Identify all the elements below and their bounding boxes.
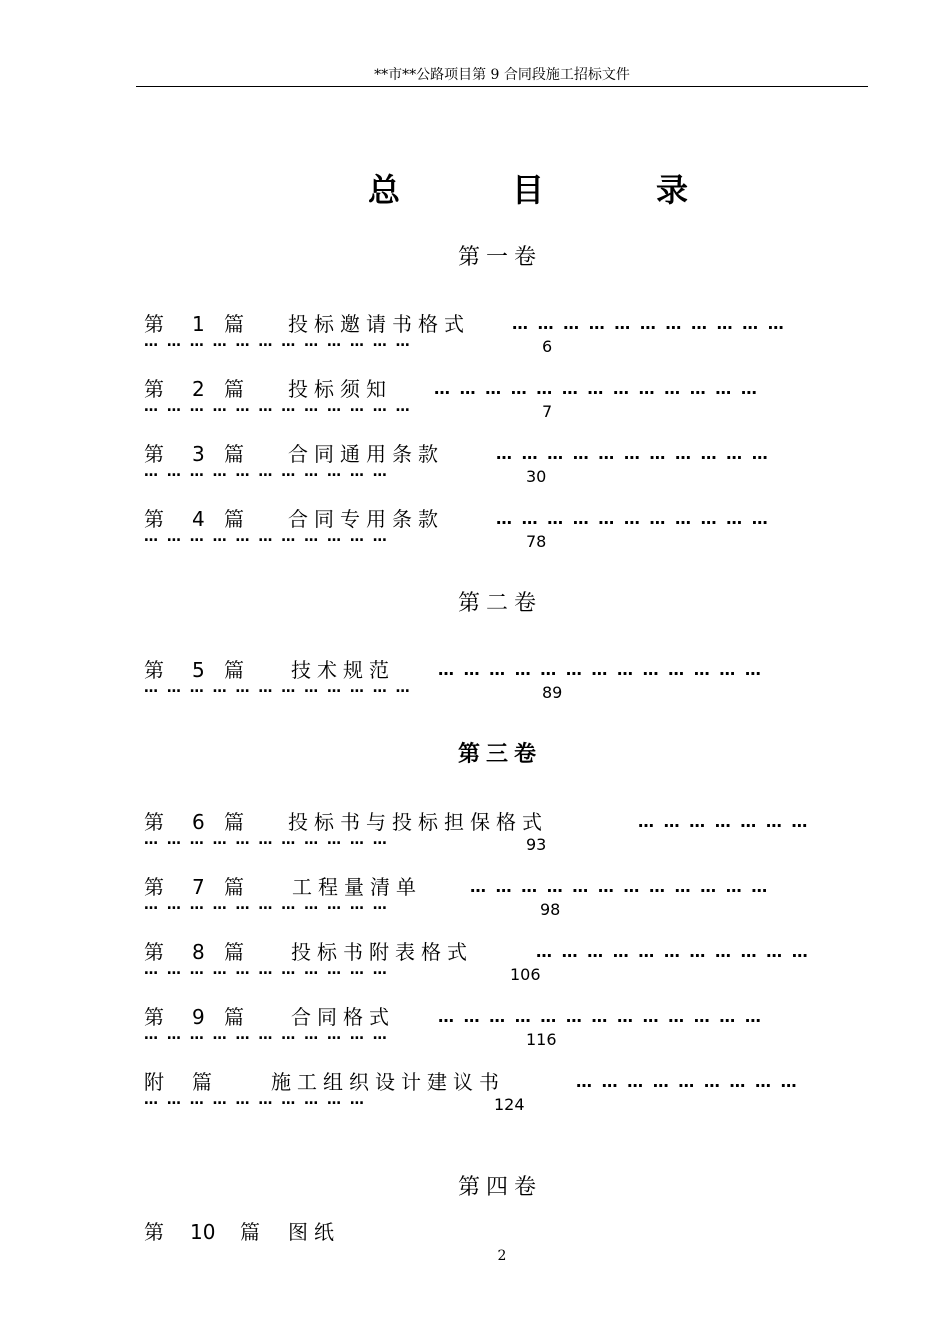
entry-leader-dots-continued: … … … … … … … … … … … [144, 1027, 389, 1043]
entry-page-number: 116 [526, 1030, 557, 1049]
running-header [136, 66, 868, 87]
entry-title: 施工组织设计建议书 [271, 1070, 505, 1094]
entry-leader-dots: … … … … … … … … … [576, 1072, 799, 1091]
entry-page-number: 78 [526, 532, 547, 551]
entry-number: 3 [192, 442, 205, 466]
entry-leader-dots: … … … … … … … … … … … … [470, 877, 770, 896]
toc-entry-1[interactable] [144, 312, 864, 364]
entry-label: 第 [144, 940, 164, 964]
entry-page-number: 124 [494, 1095, 525, 1114]
entry-pian: 篇 [224, 810, 244, 834]
entry-label: 第 [144, 377, 164, 401]
volume-heading-1: 第一卷 [457, 245, 542, 270]
entry-number: 8 [192, 940, 205, 964]
toc-entry-2[interactable] [144, 377, 864, 429]
entry-page-number: 106 [510, 965, 541, 984]
entry-title: 合同格式 [291, 1005, 395, 1029]
entry-number: 6 [192, 810, 205, 834]
entry-label: 附 [144, 1070, 164, 1094]
entry-title: 合同通用条款 [288, 442, 444, 466]
entry-leader-dots-continued: … … … … … … … … … … … [144, 897, 389, 913]
toc-entry-4[interactable] [144, 507, 864, 559]
toc-entry-10[interactable] [144, 1220, 864, 1248]
entry-leader-dots-continued: … … … … … … … … … … … [144, 832, 389, 848]
entry-leader-dots: … … … … … … … … … … … [496, 509, 770, 528]
toc-entry-5[interactable] [144, 658, 864, 710]
entry-title: 图纸 [288, 1220, 340, 1244]
entry-title: 合同专用条款 [288, 507, 444, 531]
entry-title: 技术规范 [291, 658, 395, 682]
entry-leader-dots-continued: … … … … … … … … … … … [144, 962, 389, 978]
entry-leader-dots: … … … … … … … … … … … … … [434, 379, 759, 398]
header-text: **市**公路项目第 9 合同段施工招标文件 [374, 67, 630, 83]
title-char-2: 目 [512, 171, 545, 209]
entry-label: 第 [144, 658, 164, 682]
toc-entry-9[interactable] [144, 1005, 864, 1057]
toc-entry-appendix[interactable] [144, 1070, 864, 1122]
entry-pian: 篇 [224, 507, 244, 531]
entry-leader-dots-continued: … … … … … … … … … … … … [144, 334, 412, 350]
entry-label: 第 [144, 875, 164, 899]
entry-pian: 篇 [224, 940, 244, 964]
entry-page-number: 7 [542, 402, 553, 421]
entry-number: 10 [190, 1220, 216, 1244]
volume-heading-2: 第二卷 [457, 591, 542, 616]
entry-label: 第 [144, 312, 164, 336]
entry-pian: 篇 [224, 312, 244, 336]
entry-page-number: 6 [542, 337, 553, 356]
entry-title: 投标邀请书格式 [288, 312, 470, 336]
entry-title: 投标书与投标担保格式 [288, 810, 548, 834]
toc-entry-7[interactable] [144, 875, 864, 927]
entry-leader-dots-continued: … … … … … … … … … … … [144, 529, 389, 545]
title-char-3: 录 [656, 171, 689, 209]
volume-heading-3: 第三卷 [457, 742, 542, 767]
toc-entry-3[interactable] [144, 442, 864, 494]
entry-number: 5 [192, 658, 205, 682]
entry-leader-dots: … … … … … … … … … … … … … [438, 1007, 763, 1026]
entry-number: 1 [192, 312, 205, 336]
entry-title: 投标须知 [288, 377, 392, 401]
entry-leader-dots: … … … … … … … … … … … [496, 444, 770, 463]
entry-leader-dots-continued: … … … … … … … … … … [144, 1092, 366, 1108]
entry-pian: 篇 [224, 658, 244, 682]
entry-number: 2 [192, 377, 205, 401]
page-title [0, 170, 950, 214]
title-char-1: 总 [368, 171, 401, 209]
entry-label: 第 [144, 810, 164, 834]
entry-number: 7 [192, 875, 205, 899]
entry-number: 9 [192, 1005, 205, 1029]
toc-entry-6[interactable] [144, 810, 864, 862]
entry-pian: 篇 [224, 377, 244, 401]
entry-pian: 篇 [224, 875, 244, 899]
entry-pian: 篇 [192, 1070, 212, 1094]
toc-entry-8[interactable] [144, 940, 864, 992]
entry-label: 第 [144, 1220, 164, 1244]
entry-pian: 篇 [240, 1220, 260, 1244]
entry-page-number: 98 [540, 900, 561, 919]
entry-leader-dots: … … … … … … … [638, 812, 810, 831]
entry-leader-dots-continued: … … … … … … … … … … … … [144, 680, 412, 696]
entry-label: 第 [144, 442, 164, 466]
entry-number: 4 [192, 507, 205, 531]
entry-page-number: 30 [526, 467, 547, 486]
entry-leader-dots: … … … … … … … … … … … … … [438, 660, 763, 679]
entry-leader-dots: … … … … … … … … … … … [536, 942, 810, 961]
entry-page-number: 89 [542, 683, 563, 702]
entry-label: 第 [144, 507, 164, 531]
page-number-footer: 2 [497, 1248, 507, 1264]
entry-title: 工程量清单 [292, 875, 422, 899]
entry-leader-dots-continued: … … … … … … … … … … … [144, 464, 389, 480]
entry-title: 投标书附表格式 [291, 940, 473, 964]
entry-pian: 篇 [224, 1005, 244, 1029]
entry-pian: 篇 [224, 442, 244, 466]
entry-label: 第 [144, 1005, 164, 1029]
entry-leader-dots-continued: … … … … … … … … … … … … [144, 399, 412, 415]
volume-heading-4: 第四卷 [457, 1175, 542, 1200]
entry-leader-dots: … … … … … … … … … … … [512, 314, 786, 333]
entry-page-number: 93 [526, 835, 547, 854]
